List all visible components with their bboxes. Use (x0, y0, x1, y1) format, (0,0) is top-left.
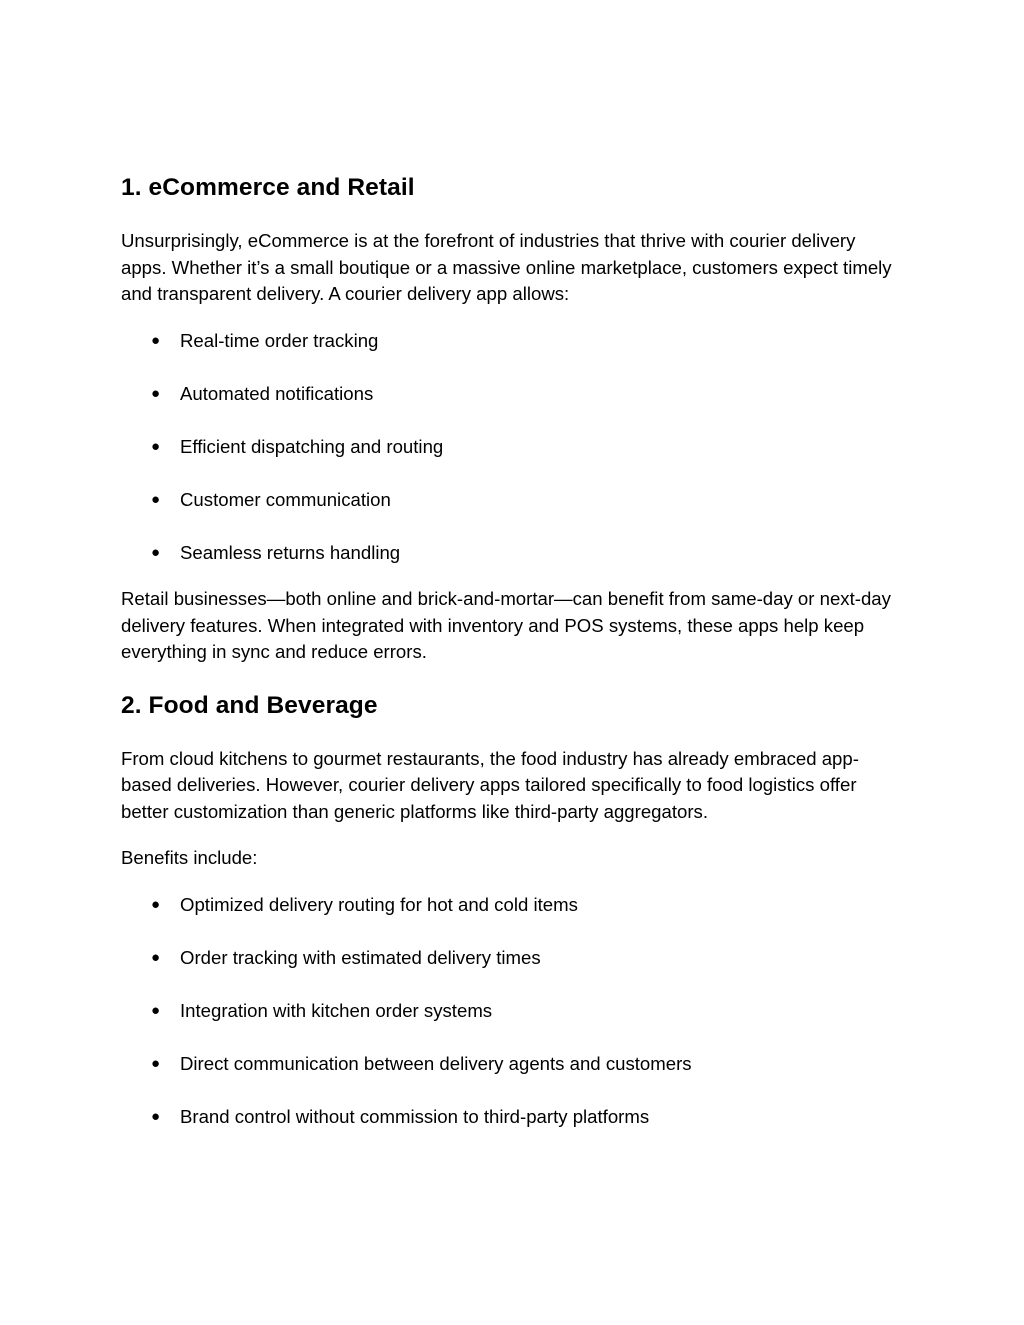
benefits-label: Benefits include: (121, 847, 258, 868)
bullet-icon: ● (151, 384, 161, 402)
list-item-text: Optimized delivery routing for hot and cold items (180, 893, 578, 915)
list-item (121, 998, 901, 1025)
list-item (121, 892, 901, 919)
bullet-icon: ● (151, 1054, 161, 1072)
section-outro-paragraph: Retail businesses—both online and brick-and-mortar—can benefit from same-day or next-day delivery features. When integrated with inventory and POS systems, these apps help keep everything in sync and reduce errors. (121, 588, 891, 662)
bullet-icon: ● (151, 490, 161, 508)
list-item (121, 487, 901, 514)
bullet-list-food-beverage (121, 892, 901, 1131)
list-item-text: Efficient dispatching and routing (180, 435, 444, 457)
bullet-icon: ● (151, 1001, 161, 1019)
bullet-icon: ● (151, 331, 161, 349)
list-item (121, 945, 901, 972)
section-intro-paragraph: From cloud kitchens to gourmet restaurants, the food industry has already embraced app-based deliveries. However, courier delivery apps tailored specifically to food logistics offer better customization than generic platforms like third-party aggregators. (121, 747, 859, 822)
list-item-text: Integration with kitchen order systems (180, 999, 493, 1021)
list-item (121, 328, 901, 355)
document-content (121, 166, 901, 1130)
bullet-icon: ● (151, 1107, 161, 1125)
list-item (121, 540, 901, 567)
bullet-icon: ● (151, 543, 161, 561)
list-item-text: Seamless returns handling (180, 541, 401, 563)
list-item (121, 381, 901, 408)
list-item (121, 434, 901, 461)
section-heading-ecommerce: 1. eCommerce and Retail (121, 174, 415, 201)
list-item-text: Customer communication (180, 488, 391, 510)
list-item-text: Order tracking with estimated delivery times (180, 946, 541, 968)
bullet-icon: ● (151, 437, 161, 455)
bullet-list-ecommerce (121, 328, 901, 567)
list-item-text: Brand control without commission to third-party platforms (180, 1105, 650, 1127)
list-item (121, 1051, 901, 1078)
bullet-icon: ● (151, 895, 161, 913)
section-intro-paragraph: Unsurprisingly, eCommerce is at the forefront of industries that thrive with courier delivery apps. Whether it’s a small boutique or a massive online marketplace, customers expect timely and transparent delivery. A courier delivery app allows: (121, 230, 892, 304)
list-item-text: Direct communication between delivery agents and customers (180, 1052, 692, 1074)
bullet-icon: ● (151, 948, 161, 966)
list-item (121, 1104, 901, 1131)
list-item-text: Real-time order tracking (180, 329, 379, 351)
section-heading-food-beverage: 2. Food and Beverage (121, 691, 378, 719)
list-item-text: Automated notifications (180, 382, 374, 404)
